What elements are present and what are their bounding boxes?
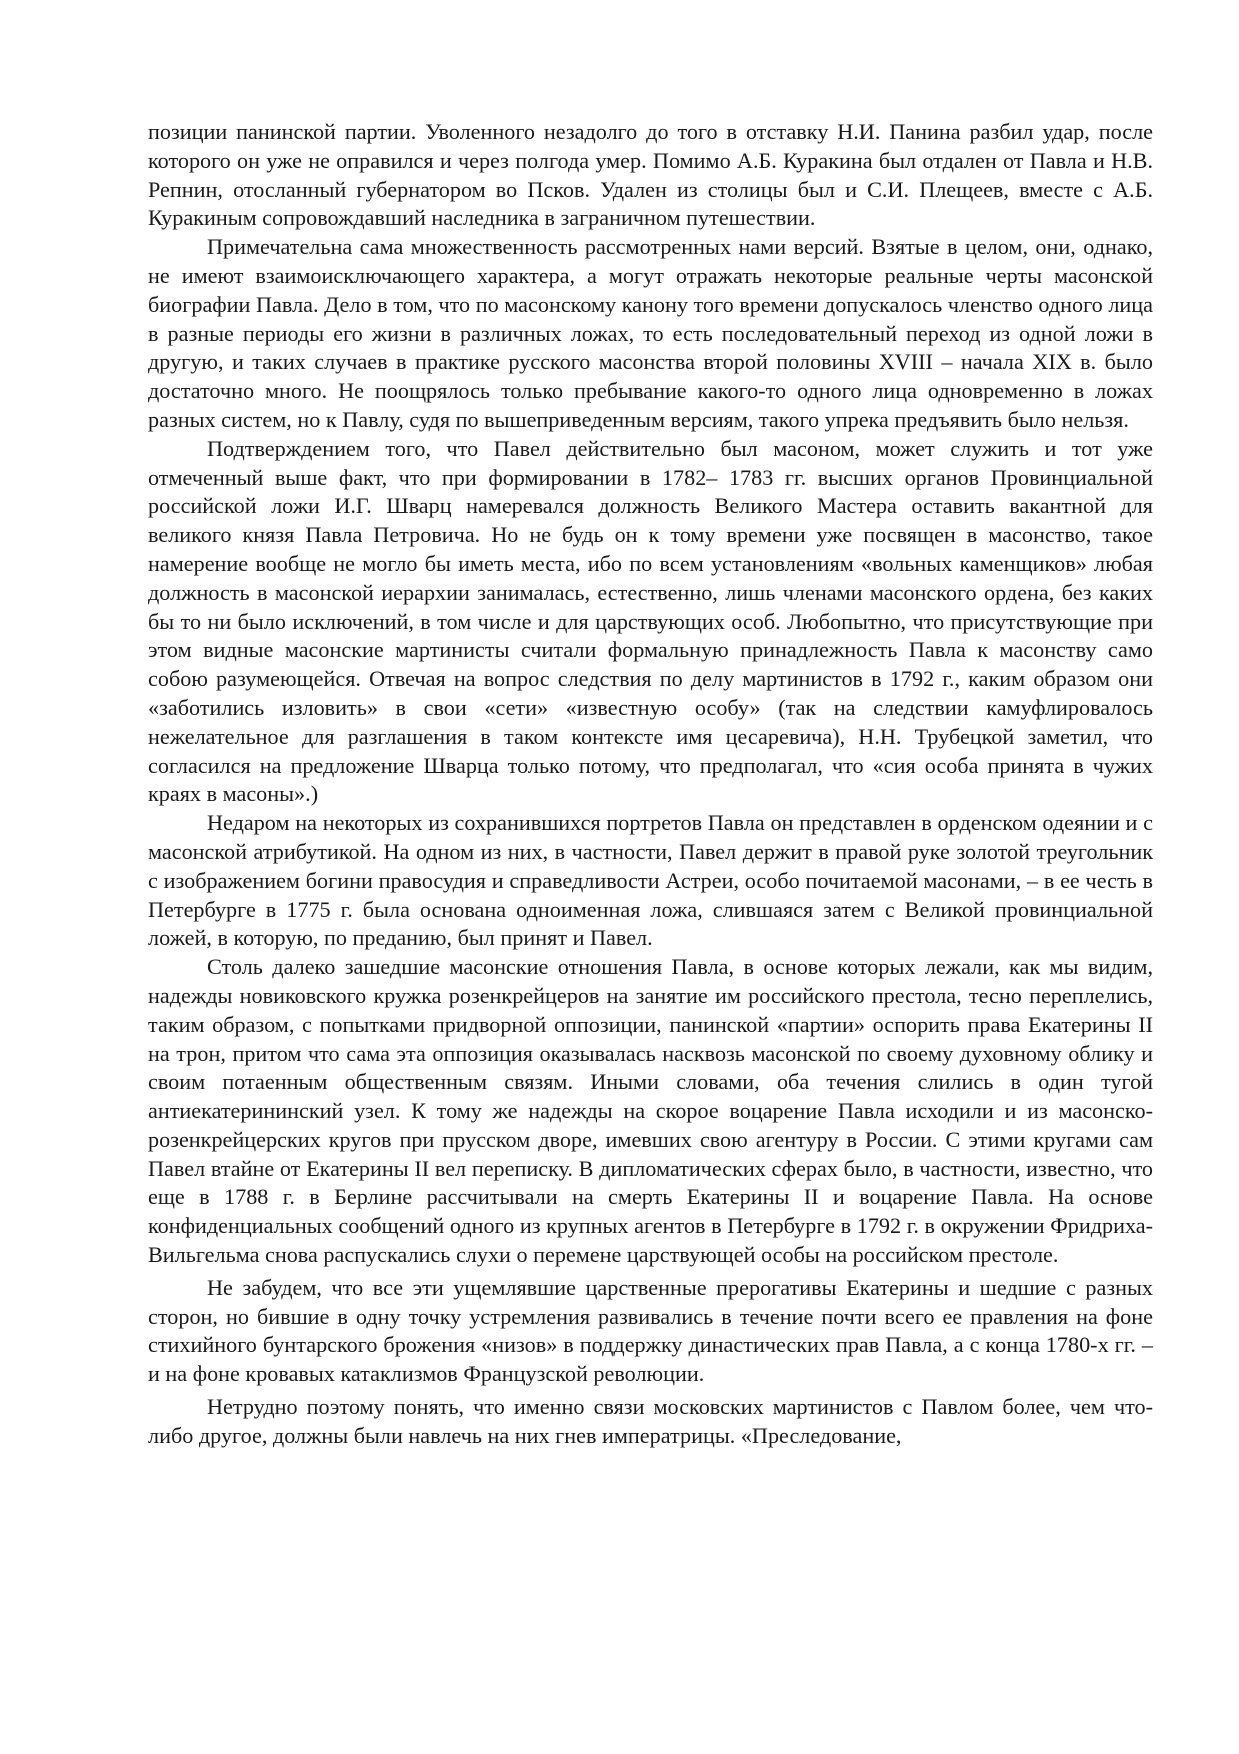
paragraph-3: Подтверждением того, что Павел действительно был масоном, может служить и тот уже отмеченный выше факт, что при формировании в 1782– 1783 гг. высших органов Провинциальной российской ложи И.Г. Шварц намеревался должность Великого Мастера оставить вакантной для великого князя Павла Петровича. Но не будь он к тому времени уже посвящен в масонство, такое намерение вообще не могло бы иметь места, ибо по всем установлениям «вольных каменщиков» любая должность в масонской иерархии занималась, естественно, лишь членами масонского ордена, без каких бы то ни было исключений, в том числе и для царствующих особ. Любопытно, что присутствующие при этом видные масонские мартинисты считали формальную принадлежность Павла к масонству само собою разумеющейся. Отвечая на вопрос следствия по делу мартинистов в 1792 г., каким образом они «заботились изловить» в свои «сети» «известную особу» (так на следствии камуфлировалось нежелательное для разглашения в таком контексте имя цесаревича), Н.Н. Трубецкой заметил, что согласился на предложение Шварца только потому, что предполагал, что «сия особа принята в чужих краях в масоны».) [148,435,1153,807]
paragraph-2: Примечательна сама множественность рассмотренных нами версий. Взятые в целом, они, однако, не имеют взаимоисключающего характера, а могут отражать некоторые реальные черты масонской биографии Павла. Дело в том, что по масонскому канону того времени допускалось членство одного лица в разные периоды его жизни в различных ложах, то есть последовательный переход из одной ложи в другую, и таких случаев в практике русского масонства второй половины XVIII – начала XIX в. было достаточно много. Не поощрялось только пребывание какого-то одного лица одновременно в ложах разных систем, но к Павлу, судя по вышеприведенным версиям, такого упрека предъявить было нельзя. [148,234,1153,432]
paragraph-4: Недаром на некоторых из сохранившихся портретов Павла он представлен в орденском одеянии и с масонской атрибутикой. На одном из них, в частности, Павел держит в правой руке золотой треугольник с изображением богини правосудия и справедливости Астреи, особо почитаемой масонами, – в ее честь в Петербурге в 1775 г. была основана одноименная ложа, слившаяся затем с Великой провинциальной ложей, в которую, по преданию, был принят и Павел. [148,810,1153,951]
document-page [148,118,1153,1451]
paragraph-6: Не забудем, что все эти ущемлявшие царственные прерогативы Екатерины и шедшие с разных сторон, но бившие в одну точку устремления развивались в течение почти всего ее правления на фоне стихийного бунтарского брожения «низов» в поддержку династических прав Павла, а с конца 1780-х гг. – и на фоне кровавых катаклизмов Французской революции. [148,1274,1153,1387]
paragraph-1: позиции панинской партии. Уволенного незадолго до того в отставку Н.И. Панина разбил удар, после которого он уже не оправился и через полгода умер. Помимо А.Б. Куракина был отдален от Павла и Н.В. Репнин, отосланный губернатором во Псков. Удален из столицы был и С.И. Плещеев, вместе с А.Б. Куракиным сопровождавший наследника в заграничном путешествии. [148,119,1153,231]
paragraph-5: Столь далеко зашедшие масонские отношения Павла, в основе которых лежали, как мы видим, надежды новиковского кружка розенкрейцеров на занятие им российского престола, тесно переплелись, таким образом, с попытками придворной оппозиции, панинской «партии» оспорить права Екатерины II на трон, притом что сама эта оппозиция оказывалась насквозь масонской по своему духовному облику и своим потаенным общественным связям. Иными словами, оба течения слились в один тугой антиекатерининский узел. К тому же надежды на скорое воцарение Павла исходили и из масонско-розенкрейцерских кругов при прусском дворе, имевших свою агентуру в России. С этими кругами сам Павел втайне от Екатерины II вел переписку. В дипломатических сферах было, в частности, известно, что еще в 1788 г. в Берлине рассчитывали на смерть Екатерины II и воцарение Павла. На основе конфиденциальных сообщений одного из крупных агентов в Петербурге в 1792 г. в окружении Фридриха-Вильгельма снова распускались слухи о перемене царствующей особы на российском престоле. [148,954,1153,1268]
paragraph-7: Нетрудно поэтому понять, что именно связи московских мартинистов с Павлом более, чем что-либо другое, должны были навлечь на них гнев императрицы. «Преследование, [148,1394,1153,1448]
